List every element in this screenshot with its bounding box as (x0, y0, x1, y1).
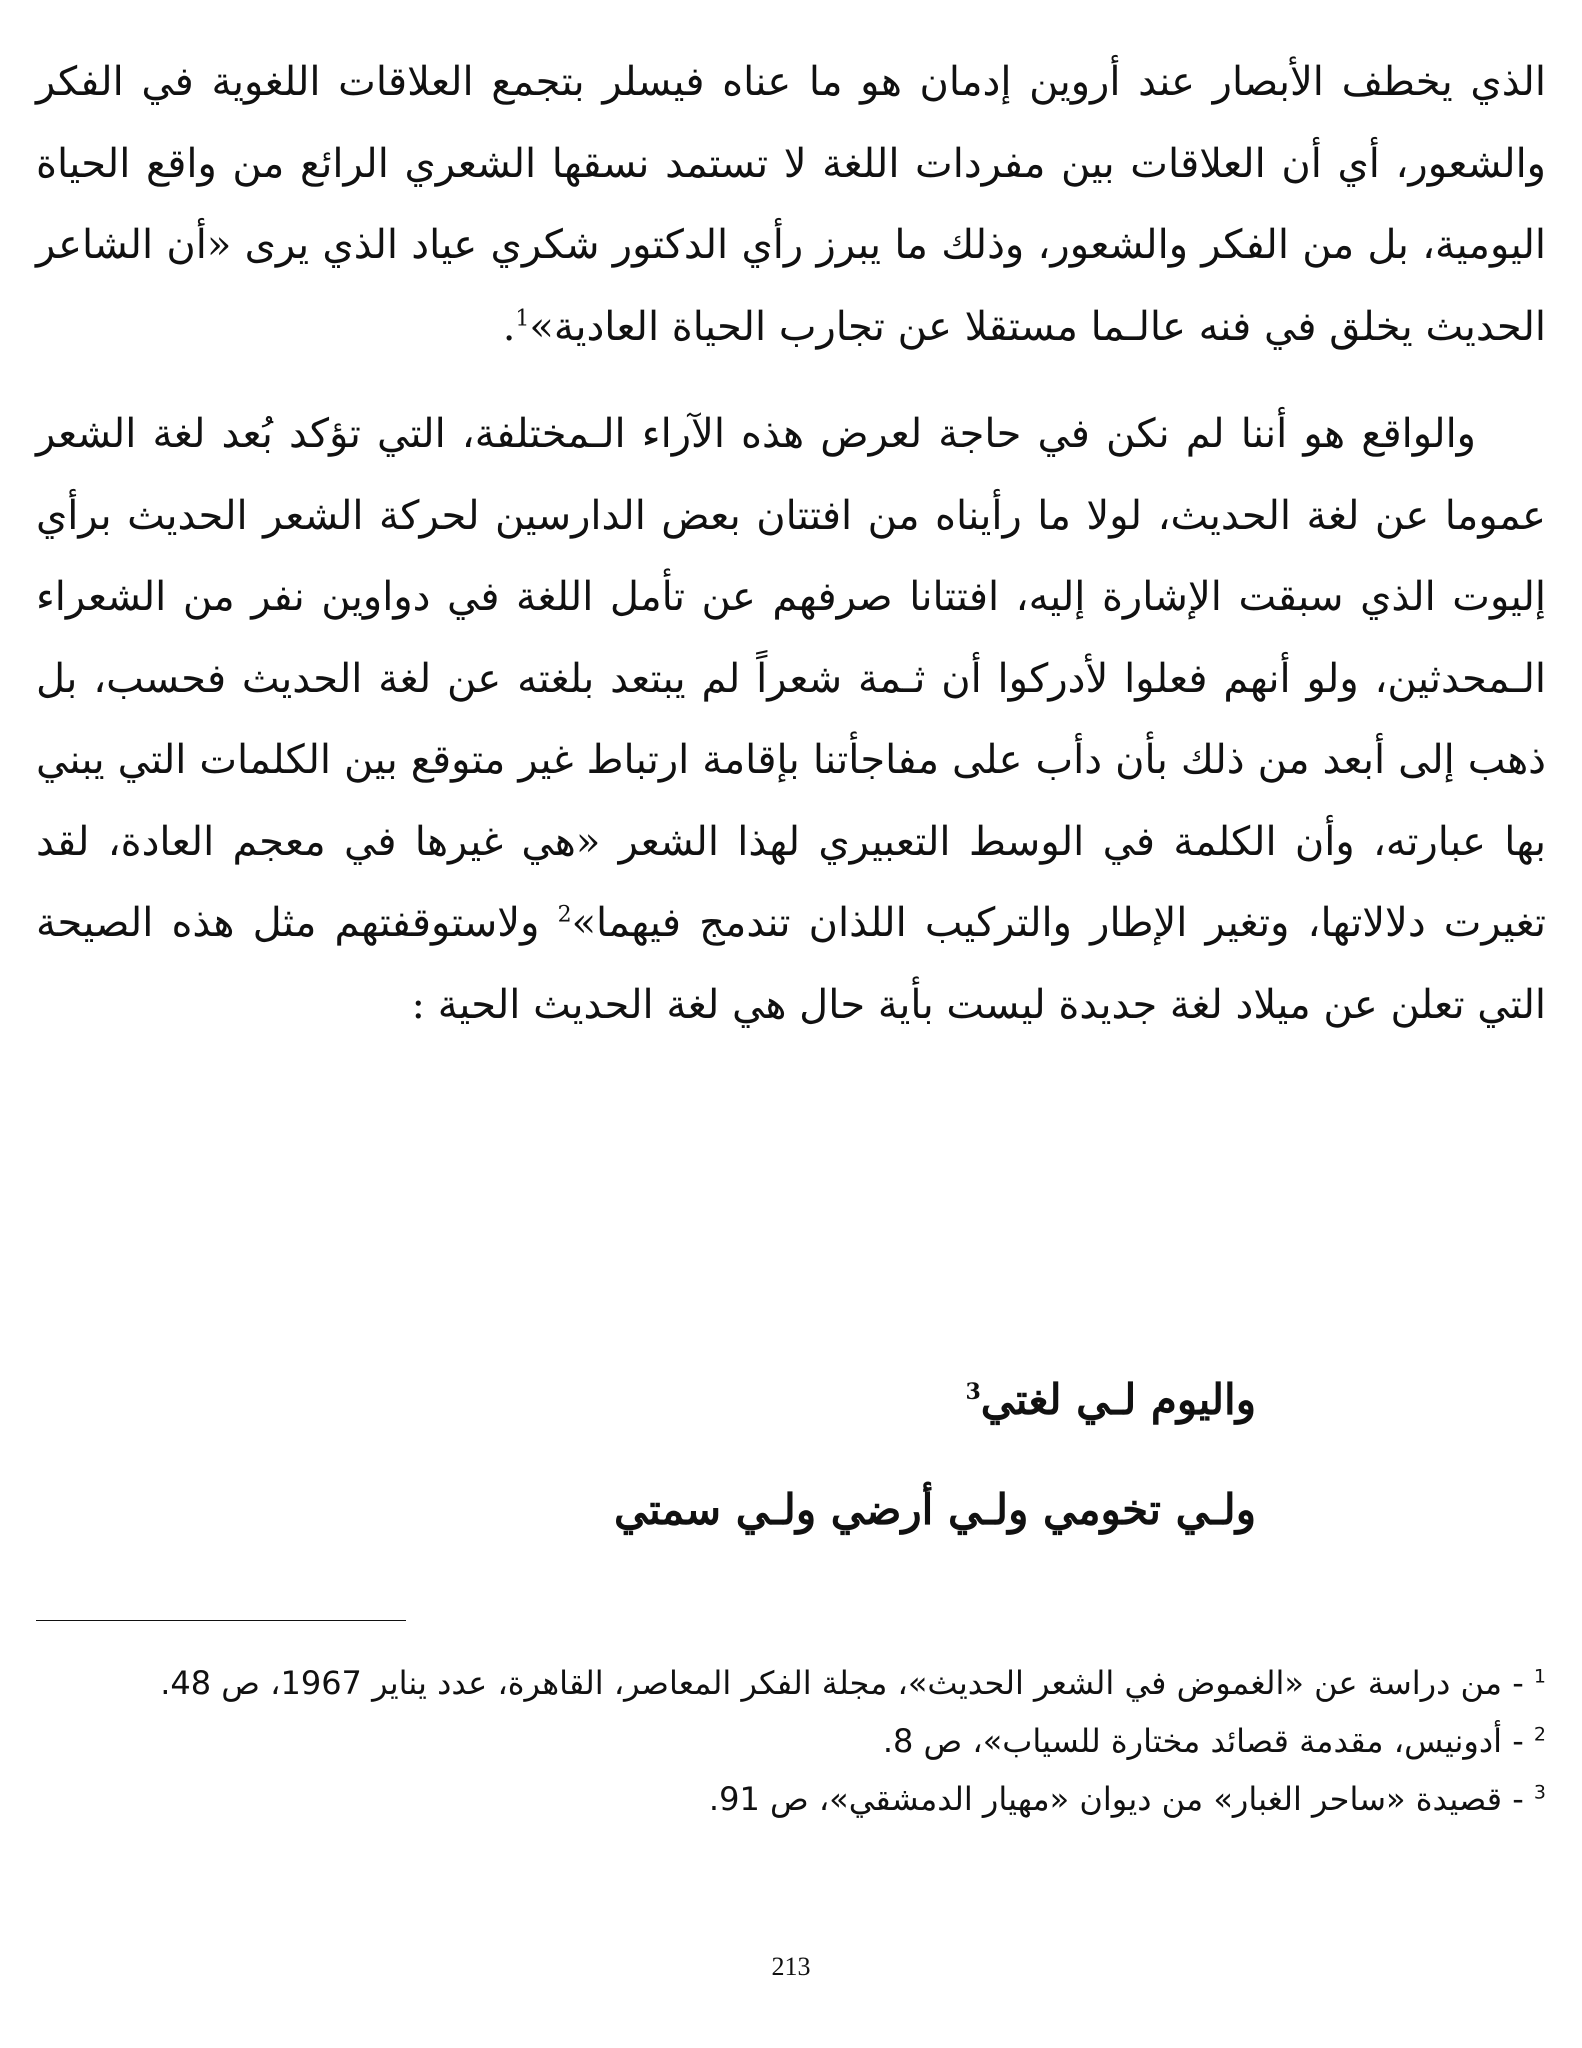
footnote-3 (36, 1776, 1546, 1822)
paragraph-text: ولاستوقفتهم مثل هذه الصيحة التي تعلن عن ميلاد لغة جديدة ليست بأية حال هي لغة الحديث الحية : (36, 900, 1546, 1028)
footnotes (36, 1660, 1546, 1834)
footnote-separator (36, 1620, 406, 1621)
verse-line-1 (965, 1375, 1256, 1424)
footnote-text: - من دراسة عن «الغموض في الشعر الحديث»، مجلة الفكر المعاصر، القاهرة، عدد يناير 1967، ص 48. (160, 1664, 1534, 1702)
paragraph-text: الذي يخطف الأبصار عند أروين إدمان هو ما عناه فيسلر بتجمع العلاقات اللغوية في الفكر والشعور، أي أن العلاقات بين مفردات اللغة لا تستمد نسقها الشعري الرائع من واقع الحياة اليومية، بل من الفكر والشعور، وذلك ما يبرز رأي الدكتور شكري عياد الذي يرى «أن الشاعر الحديث يخلق في فنه عالـما مستقلا عن تجارب الحياة العادية» (36, 59, 1546, 350)
paragraph-1 (36, 42, 1546, 368)
paragraph-text: والواقع هو أننا لم نكن في حاجة لعرض هذه الآراء الـمختلفة، التي تؤكد بُعد لغة الشعر عموما عن لغة الحديث، لولا ما رأيناه من افتتان بعض الدارسين لحركة الشعر الحديث برأي إليوت الذي سبقت الإشارة إليه، افتتانا صرفهم عن تأمل اللغة في دواوين نفر من الشعراء الـمحدثين، ولو أنهم فعلوا لأدركوا أن ثـمة شعراً لم يبتعد بلغته عن لغة الحديث فحسب، بل ذهب إلى أبعد من ذلك بأن دأب على مفاجأتنا بإقامة ارتباط غير متوقع بين الكلمات التي يبني بها عبارته، وأن الكلمة في الوسط التعبيري لهذا الشعر «هي غيرها في معجم العادة، لقد تغيرت دلالاتها، وتغير الإطار والتركيب اللذان تندمج فيهما» (36, 411, 1547, 946)
footnote-text: - أدونيس، مقدمة قصائد مختارة للسياب»، ص 8. (882, 1722, 1534, 1760)
footnote-number: 3 (1533, 1781, 1546, 1804)
body-text (36, 42, 1546, 1046)
footnote-text: - قصيدة «ساحر الغبار» من ديوان «مهيار الدمشقي»، ص 91. (708, 1780, 1534, 1818)
verse-text: واليوم لـي لغتي (980, 1375, 1256, 1424)
footnote-ref: 3 (965, 1379, 981, 1405)
footnote-2 (36, 1718, 1546, 1764)
paragraph-2 (36, 394, 1546, 1046)
verse-line-2 (614, 1485, 1256, 1534)
verse-text: ولـي تخومي ولـي أرضي ولـي سمتي (613, 1485, 1256, 1534)
footnote-number: 2 (1533, 1723, 1546, 1746)
footnote-number: 1 (1533, 1665, 1546, 1688)
footnote-1 (36, 1660, 1546, 1706)
footnote-ref: 1 (515, 306, 530, 332)
footnote-ref: 2 (557, 902, 572, 928)
page-number: 213 (771, 1952, 811, 1981)
paragraph-text: . (502, 303, 516, 350)
